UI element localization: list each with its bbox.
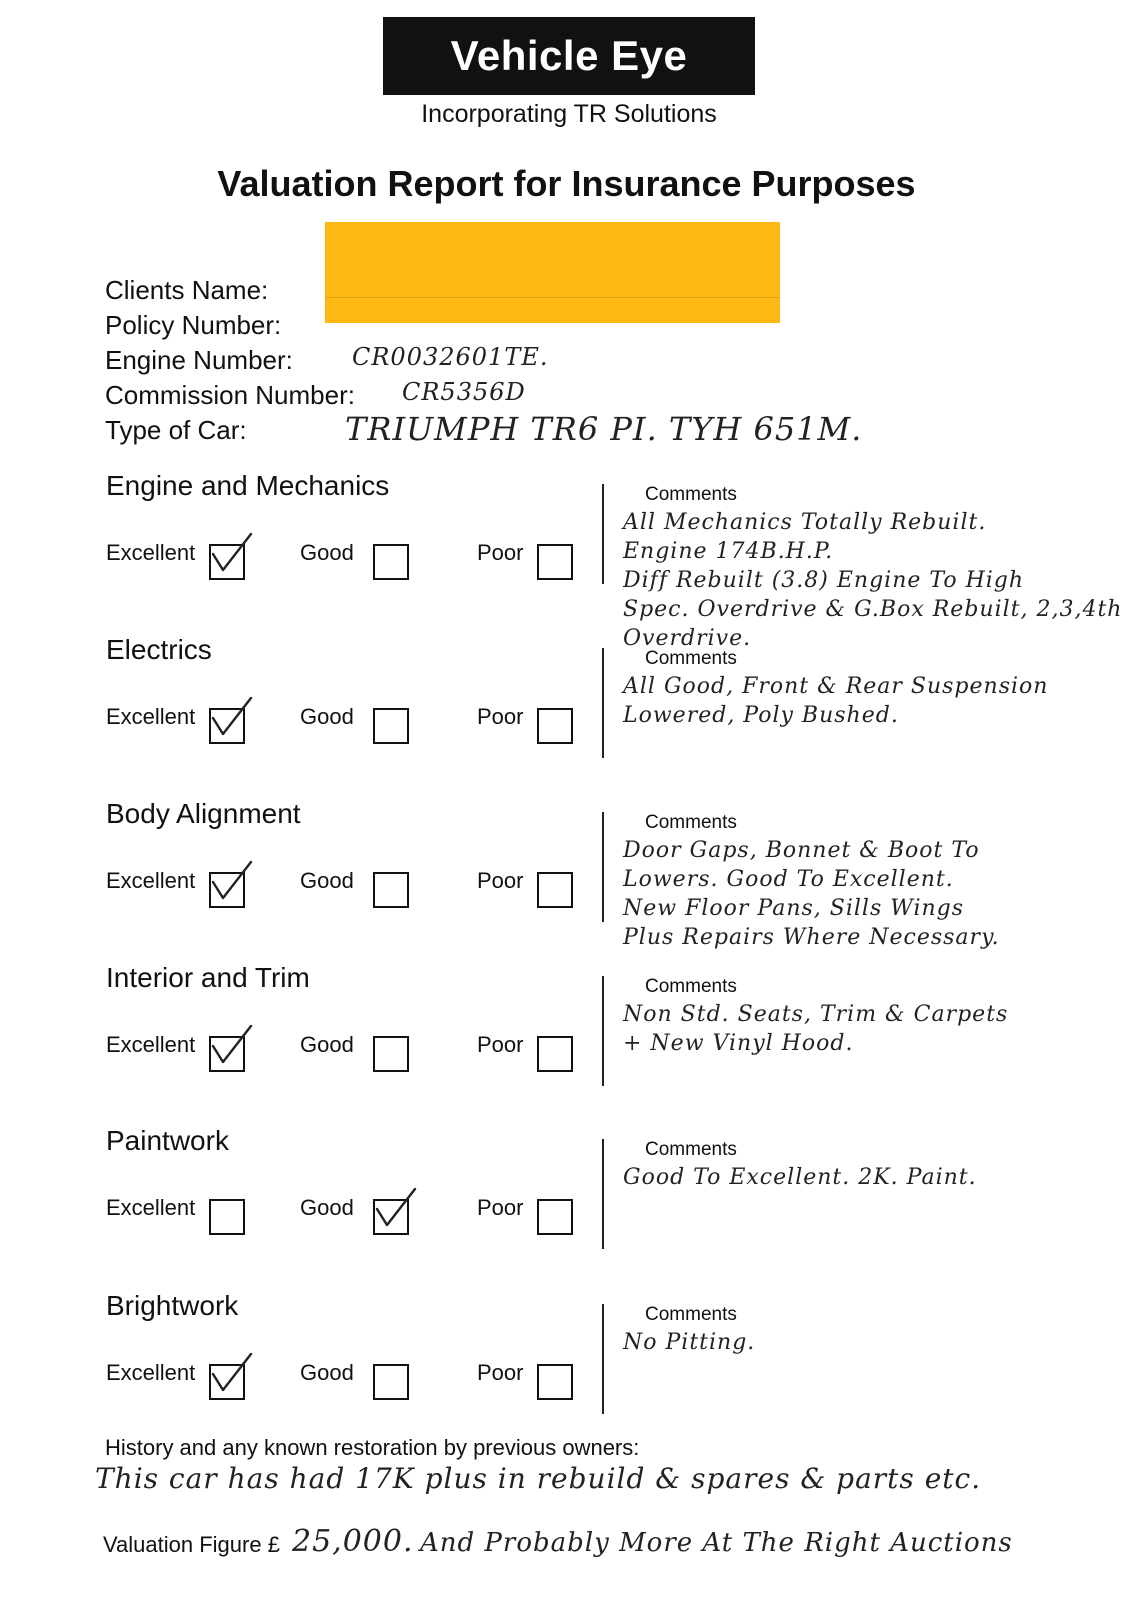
poor-label: Poor bbox=[477, 1360, 524, 1385]
good-label: Good bbox=[300, 704, 354, 729]
history-label: History and any known restoration by previous owners: bbox=[105, 1435, 640, 1460]
excellent-checkbox[interactable] bbox=[209, 1199, 245, 1235]
type-of-car-value: TRIUMPH TR6 PI. TYH 651M. bbox=[345, 410, 863, 448]
checkmark-icon bbox=[207, 696, 257, 745]
excellent-label: Excellent bbox=[106, 868, 196, 893]
good-checkbox[interactable] bbox=[373, 544, 409, 580]
excellent-label: Excellent bbox=[106, 1032, 196, 1057]
comment-line: Overdrive. bbox=[623, 626, 752, 651]
poor-checkbox[interactable] bbox=[537, 1199, 573, 1235]
excellent-label: Excellent bbox=[106, 540, 196, 565]
poor-label: Poor bbox=[477, 1195, 524, 1220]
comment-line: Engine 174B.H.P. bbox=[623, 539, 834, 564]
section-divider bbox=[602, 648, 604, 758]
page-title: Valuation Report for Insurance Purposes bbox=[217, 163, 916, 204]
comment-line: + New Vinyl Hood. bbox=[623, 1031, 854, 1056]
poor-checkbox[interactable] bbox=[537, 544, 573, 580]
comments-label: Comments bbox=[645, 1139, 737, 1160]
valuation-value: 25,000. bbox=[292, 1524, 414, 1559]
redaction-divider bbox=[325, 297, 780, 298]
good-label: Good bbox=[300, 1360, 354, 1385]
section-title: Brightwork bbox=[106, 1290, 239, 1321]
poor-label: Poor bbox=[477, 704, 524, 729]
checkmark-icon bbox=[207, 860, 257, 909]
good-checkbox[interactable] bbox=[373, 1036, 409, 1072]
poor-checkbox[interactable] bbox=[537, 1364, 573, 1400]
checkmark-icon bbox=[207, 532, 257, 581]
comment-line: Diff Rebuilt (3.8) Engine To High bbox=[623, 568, 1025, 593]
section-divider bbox=[602, 1304, 604, 1414]
valuation-label: Valuation Figure £ bbox=[103, 1532, 280, 1557]
redaction-block bbox=[325, 222, 780, 323]
good-checkbox[interactable] bbox=[373, 708, 409, 744]
comment-line: Lowers. Good To Excellent. bbox=[623, 867, 954, 892]
commission-number-label: Commission Number: bbox=[105, 380, 355, 410]
good-label: Good bbox=[300, 540, 354, 565]
history-value: This car has had 17K plus in rebuild & spares & parts etc. bbox=[95, 1462, 982, 1495]
poor-checkbox[interactable] bbox=[537, 1036, 573, 1072]
comment-line: All Mechanics Totally Rebuilt. bbox=[623, 510, 987, 535]
engine-number-label: Engine Number: bbox=[105, 345, 293, 375]
comment-line: New Floor Pans, Sills Wings bbox=[623, 896, 965, 921]
good-checkbox[interactable] bbox=[373, 872, 409, 908]
clients-name-label: Clients Name: bbox=[105, 275, 269, 305]
policy-number-label: Policy Number: bbox=[105, 310, 282, 340]
section-title: Electrics bbox=[106, 634, 212, 665]
comment-line: Plus Repairs Where Necessary. bbox=[623, 925, 1000, 950]
comment-line: Non Std. Seats, Trim & Carpets bbox=[623, 1002, 1009, 1027]
comment-line: Spec. Overdrive & G.Box Rebuilt, 2,3,4th bbox=[623, 597, 1123, 622]
comment-line: Door Gaps, Bonnet & Boot To bbox=[623, 838, 980, 863]
section-title: Paintwork bbox=[106, 1125, 229, 1156]
poor-label: Poor bbox=[477, 868, 524, 893]
section-title: Engine and Mechanics bbox=[106, 470, 390, 501]
section-divider bbox=[602, 1139, 604, 1249]
comment-line: All Good, Front & Rear Suspension bbox=[623, 674, 1049, 699]
comment-line: Good To Excellent. 2K. Paint. bbox=[623, 1165, 977, 1190]
section-title: Interior and Trim bbox=[106, 962, 310, 993]
commission-number-value: CR5356D bbox=[402, 378, 526, 406]
comment-line: No Pitting. bbox=[623, 1330, 756, 1355]
comments-label: Comments bbox=[645, 648, 737, 669]
checkmark-icon bbox=[207, 1352, 257, 1401]
type-of-car-label: Type of Car: bbox=[105, 415, 247, 445]
valuation-note: And Probably More At The Right Auctions bbox=[420, 1528, 1013, 1558]
excellent-label: Excellent bbox=[106, 1195, 196, 1220]
poor-label: Poor bbox=[477, 540, 524, 565]
section-divider bbox=[602, 976, 604, 1086]
section-divider bbox=[602, 812, 604, 922]
good-checkbox[interactable] bbox=[373, 1364, 409, 1400]
comments-label: Comments bbox=[645, 976, 737, 997]
poor-checkbox[interactable] bbox=[537, 872, 573, 908]
comments-label: Comments bbox=[645, 812, 737, 833]
poor-checkbox[interactable] bbox=[537, 708, 573, 744]
engine-number-value: CR0032601TE. bbox=[352, 343, 549, 371]
good-label: Good bbox=[300, 1195, 354, 1220]
brand-tagline: Incorporating TR Solutions bbox=[421, 100, 717, 128]
comment-line: Lowered, Poly Bushed. bbox=[623, 703, 899, 728]
section-title: Body Alignment bbox=[106, 798, 301, 829]
comments-label: Comments bbox=[645, 1304, 737, 1325]
good-label: Good bbox=[300, 868, 354, 893]
poor-label: Poor bbox=[477, 1032, 524, 1057]
excellent-label: Excellent bbox=[106, 1360, 196, 1385]
good-label: Good bbox=[300, 1032, 354, 1057]
checkmark-icon bbox=[371, 1187, 421, 1236]
section-divider bbox=[602, 484, 604, 584]
excellent-label: Excellent bbox=[106, 704, 196, 729]
checkmark-icon bbox=[207, 1024, 257, 1073]
brand-logo: Vehicle Eye bbox=[383, 17, 755, 95]
comments-label: Comments bbox=[645, 484, 737, 505]
